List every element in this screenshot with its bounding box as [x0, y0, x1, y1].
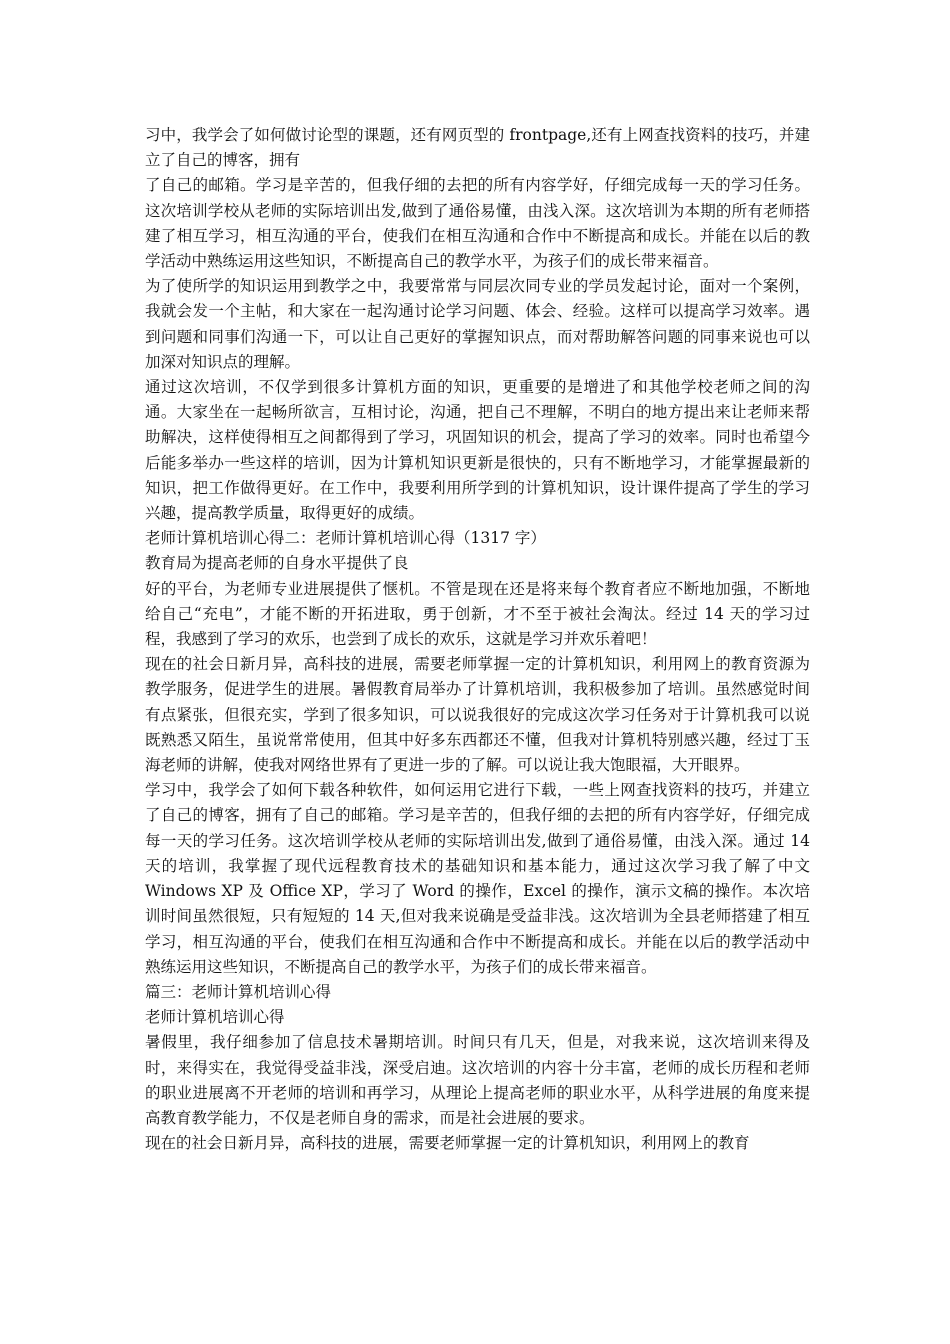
document-body: [145, 123, 810, 1156]
paragraph-9: 暑假里，我仔细参加了信息技术暑期培训。时间只有几天，但是，对我来说，这次培训来得及时，来得实在，我觉得受益非浅，深受启迪。这次培训的内容十分丰富，老师的成长历程和老师的职业进展离不开老师的培训和再学习，从理论上提高老师的职业水平，从科学进展的角度来提高教育教学能力，不仅是老师自身的需求，而是社会进展的要求。: [145, 1033, 810, 1127]
paragraph-4: 通过这次培训，不仅学到很多计算机方面的知识，更重要的是增进了和其他学校老师之间的沟通。大家坐在一起畅所欲言，互相讨论，沟通，把自己不理解，不明白的地方提出来让老师来帮助解决，这样使得相互之间都得到了学习，巩固知识的机会，提高了学习的效率。同时也希望今后能多举办一些这样的培训，因为计算机知识更新是很快的，只有不断地学习，才能掌握最新的知识，把工作做得更好。在工作中，我要利用所学到的计算机知识，设计课件提高了学生的学习兴趣，提高教学质量，取得更好的成绩。: [145, 378, 810, 523]
section-heading-2: 老师计算机培训心得二：老师计算机培训心得（1317 字）: [145, 529, 546, 548]
section-heading-3: 篇三：老师计算机培训心得: [145, 982, 332, 1001]
paragraph-3: 为了使所学的知识运用到教学之中，我要常常与同层次同专业的学员发起讨论，面对一个案例，我就会发一个主帖，和大家在一起沟通讨论学习问题、体会、经验。这样可以提高学习效率。遇到问题和同事们沟通一下，可以让自己更好的掌握知识点，而对帮助解答问题的同事来说也可以加深对知识点的理解。: [145, 277, 810, 371]
paragraph-7: 现在的社会日新月异，高科技的进展，需要老师掌握一定的计算机知识，利用网上的教育资源为教学服务，促进学生的进展。暑假教育局举办了计算机培训，我积极参加了培训。虽然感觉时间有点紧张，但很充实，学到了很多知识，可以说我很好的完成这次学习任务对于计算机我可以说既熟悉又陌生，虽说常常使用，但其中好多东西都还不懂，但我对计算机特别感兴趣，经过丁玉海老师的讲解，使我对网络世界有了更进一步的了解。可以说让我大饱眼福，大开眼界。: [145, 655, 810, 775]
subheading-3: 老师计算机培训心得: [145, 1008, 285, 1027]
paragraph-6: 好的平台，为老师专业进展提供了惬机。不管是现在还是将来每个教育者应不断地加强，不断地给自己“充电”，才能不断的开拓进取，勇于创新，才不至于被社会淘汰。经过 14 天的学习过程，我感到了学习的欢乐，也尝到了成长的欢乐，这就是学习并欢乐着吧！: [145, 579, 810, 649]
paragraph-10: 现在的社会日新月异，高科技的进展，需要老师掌握一定的计算机知识，利用网上的教育: [145, 1134, 750, 1153]
paragraph-2: 了自己的邮箱。学习是辛苦的，但我仔细的去把的所有内容学好，仔细完成每一天的学习任务。这次培训学校从老师的实际培训出发,做到了通俗易懂，由浅入深。这次培训为本期的所有老师搭建了相互学习，相互沟通的平台，使我们在相互沟通和合作中不断提高和成长。并能在以后的教学活动中熟练运用这些知识，不断提高自己的教学水平，为孩子们的成长带来福音。: [145, 176, 810, 271]
paragraph-5: 教育局为提高老师的自身水平提供了良: [145, 554, 409, 573]
paragraph-1: 习中，我学会了如何做讨论型的课题，还有网页型的 frontpage,还有上网查找资料的技巧，并建立了自己的博客，拥有: [145, 126, 810, 170]
paragraph-8: 学习中，我学会了如何下载各种软件，如何运用它进行下载，一些上网查找资料的技巧，并建立了自己的博客，拥有了自己的邮箱。学习是辛苦的，但我仔细的去把的所有内容学好，仔细完成每一天的学习任务。这次培训学校从老师的实际培训出发,做到了通俗易懂，由浅入深。通过 14 天的培训，我掌握了现代远程教育技术的基础知识和基本能力，通过这次学习我了解了中文 Windows XP 及 Office XP，学习了 Word 的操作，Excel 的操作，演示文稿的操作。本次培训时间虽然很短，只有短短的 14 天,但对我来说确是受益非浅。这次培训为全县老师搭建了相互学习，相互沟通的平台，使我们在相互沟通和合作中不断提高和成长。并能在以后的教学活动中熟练运用这些知识，不断提高自己的教学水平，为孩子们的成长带来福音。: [145, 781, 810, 976]
